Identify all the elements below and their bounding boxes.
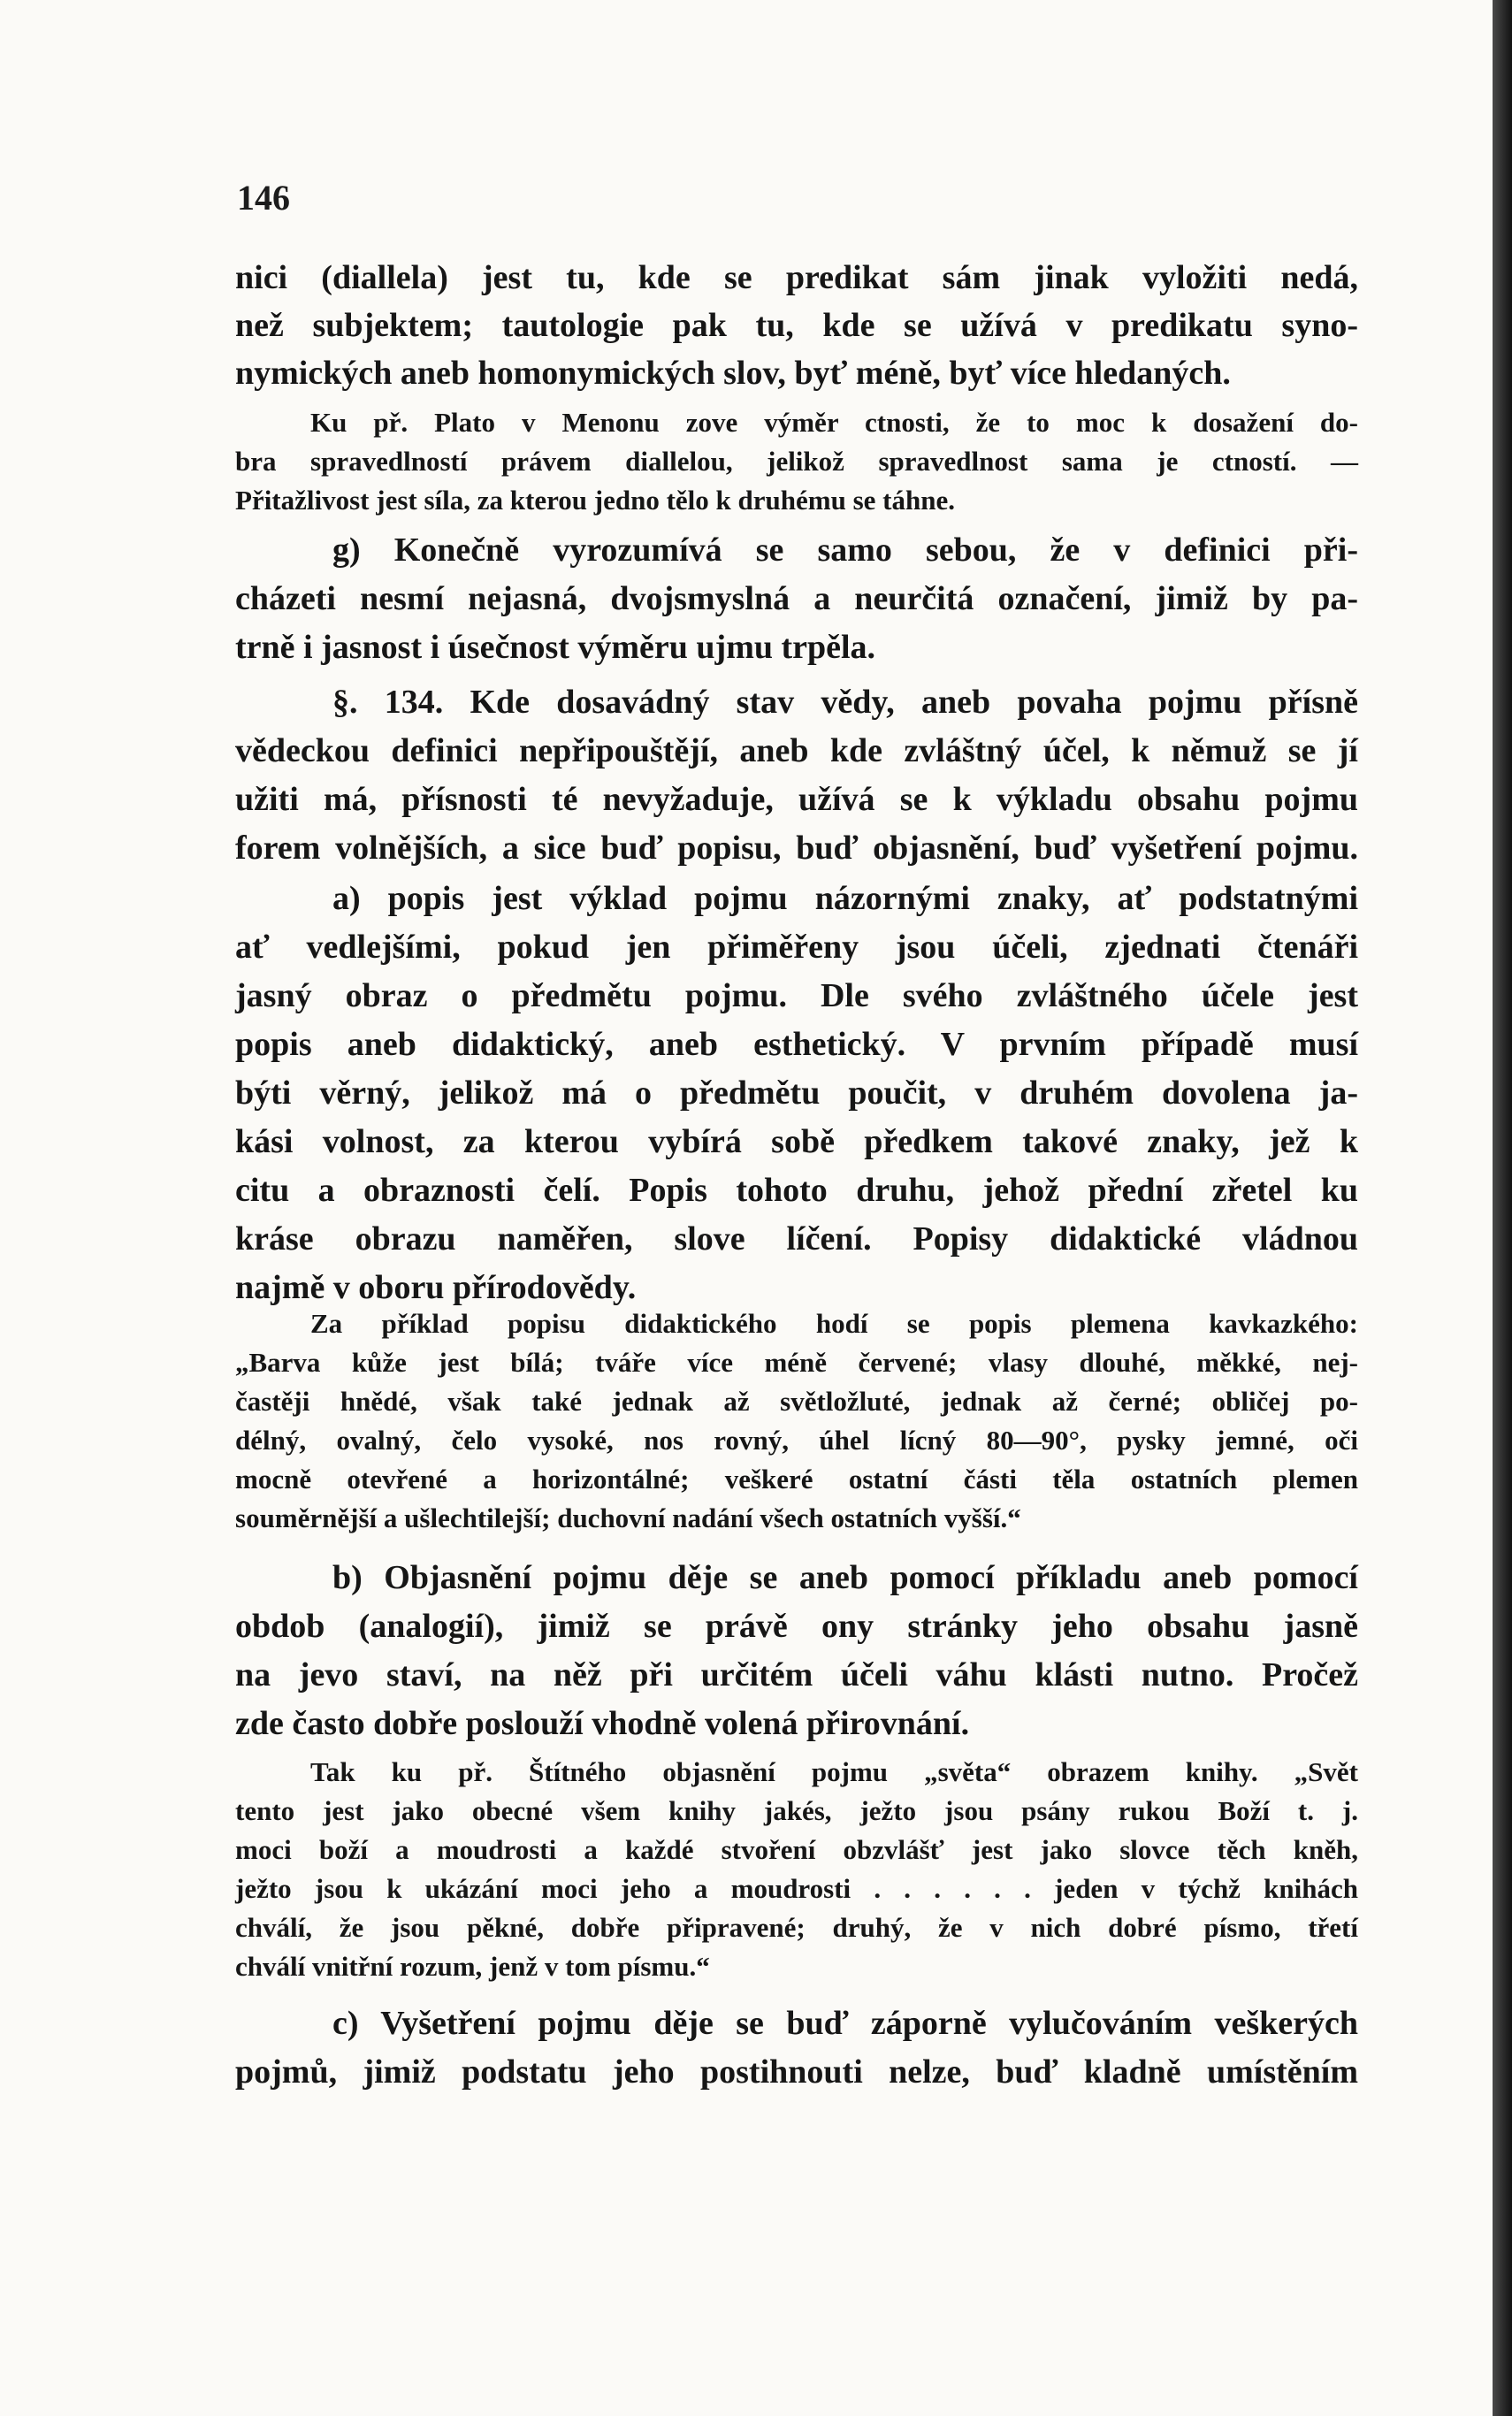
- page-number: 146: [237, 178, 290, 218]
- text-line: pojmů, jimiž podstatu jeho postihnouti nelze, buď kladně umístěním: [235, 2053, 1358, 2091]
- text-line: „Barva kůže jest bílá; tváře více méně červené; vlasy dlouhé, měkké, nej-: [235, 1347, 1358, 1378]
- text-line: užiti má, přísnosti té nevyžaduje, užívá se k výkladu obsahu pojmu: [235, 781, 1358, 818]
- text-line: vědeckou definici nepřipouštějí, aneb kde zvláštný účel, k němuž se jí: [235, 732, 1358, 769]
- paragraph-diallela: [235, 258, 1358, 401]
- text-line: souměrnější a ušlechtilejší; duchovní nadání všech ostatních vyšší.“: [235, 1502, 1021, 1533]
- text-line: býti věrný, jelikož má o předmětu poučit, v druhém dovolena ja-: [235, 1074, 1358, 1112]
- text-line: ježto jsou k ukázání moci jeho a moudrosti . . . . . . jeden v týchž knihách: [235, 1873, 1358, 1904]
- text-line: na jevo staví, na něž při určitém účeli váhu klásti nutno. Pročež: [235, 1656, 1358, 1693]
- text-line: obdob (analogií), jimiž se právě ony stránky jeho obsahu jasně: [235, 1608, 1358, 1645]
- text-line: Za příklad popisu didaktického hodí se popis plemena kavkazkého:: [310, 1308, 1358, 1339]
- text-line: Přitažlivost jest síla, za kterou jedno tělo k druhému se táhne.: [235, 485, 955, 516]
- text-line: zde často dobře poslouží vhodně volená přirovnání.: [235, 1705, 970, 1742]
- text-line: trně i jasnost i úsečnost výměru ujmu trpěla.: [235, 629, 876, 666]
- text-line: délný, ovalný, čelo vysoké, nos rovný, úhel lícný 80—90°, pysky jemné, oči: [235, 1425, 1358, 1456]
- example-plato: [235, 406, 1358, 523]
- text-line: citu a obraznosti čelí. Popis tohoto druhu, jehož přední zřetel ku: [235, 1172, 1358, 1209]
- text-line: cházeti nesmí nejasná, dvojsmyslná a neurčitá označení, jimiž by pa-: [235, 580, 1358, 617]
- text-line: tento jest jako obecné všem knihy jakés, ježto jsou psány rukou Boží t. j.: [235, 1795, 1358, 1826]
- paragraph-c-vysetreni: [235, 2004, 1358, 2101]
- page-edge-shadow: [1493, 0, 1512, 2416]
- paragraph-g: [235, 531, 1358, 677]
- text-line: c) Vyšetření pojmu děje se buď záporně vylučováním veškerých: [332, 2005, 1358, 2042]
- text-line: najmě v oboru přírodovědy.: [235, 1269, 637, 1306]
- text-line: kráse obrazu naměřen, slove líčení. Popisy didaktické vládnou: [235, 1220, 1358, 1258]
- text-line: b) Objasnění pojmu děje se aneb pomocí příkladu aneb pomocí: [332, 1559, 1358, 1596]
- text-line: a) popis jest výklad pojmu názornými znaky, ať podstatnými: [332, 880, 1358, 917]
- text-line: nymických aneb homonymických slov, byť méně, byť více hledaných.: [235, 355, 1231, 392]
- text-line: mocně otevřené a horizontálné; veškeré ostatní části těla ostatních plemen: [235, 1464, 1358, 1495]
- paragraph-b-objasneni: [235, 1558, 1358, 1753]
- text-line: chválí vnitřní rozum, jenž v tom písmu.“: [235, 1951, 710, 1982]
- text-line: nici (diallela) jest tu, kde se predikat sám jinak vyložiti nedá,: [235, 259, 1358, 296]
- text-line: jasný obraz o předmětu pojmu. Dle svého zvláštného účele jest: [235, 977, 1358, 1014]
- section-134: [235, 683, 1358, 877]
- text-line: §. 134. Kde dosavádný stav vědy, aneb povaha pojmu přísně: [332, 684, 1358, 721]
- text-line: moci boží a moudrosti a každé stvoření obzvlášť jest jako slovce těch kněh,: [235, 1834, 1358, 1865]
- text-line: Tak ku př. Štítného objasnění pojmu „světa“ obrazem knihy. „Svět: [310, 1756, 1358, 1787]
- text-line: bra spravedlností právem diallelou, jelikož spravedlnost sama je ctností. —: [235, 446, 1358, 477]
- text-line: chválí, že jsou pěkné, dobře připravené; druhý, že v nich dobré písmo, třetí: [235, 1912, 1358, 1943]
- text-line: častěji hnědé, však také jednak až světložluté, jednak až černé; obličej po-: [235, 1386, 1358, 1417]
- text-line: forem volnějších, a sice buď popisu, buď objasnění, buď vyšetření pojmu.: [235, 830, 1358, 867]
- text-line: g) Konečně vyrozumívá se samo sebou, že v definici při-: [332, 531, 1358, 569]
- text-line: popis aneb didaktický, aneb esthetický. V prvním případě musí: [235, 1026, 1358, 1063]
- text-line: než subjektem; tautologie pak tu, kde se užívá v predikatu syno-: [235, 307, 1358, 344]
- paragraph-a-popis: [235, 879, 1358, 1317]
- example-plemeno: [235, 1307, 1358, 1541]
- example-stitny: [235, 1755, 1358, 1989]
- text-line: ať vedlejšími, pokud jen přiměřeny jsou účeli, zjednati čtenáři: [235, 929, 1358, 966]
- text-line: Ku př. Plato v Menonu zove výměr ctnosti, že to moc k dosažení do-: [310, 407, 1358, 438]
- text-line: kási volnost, za kterou vybírá sobě předkem takové znaky, jež k: [235, 1123, 1358, 1160]
